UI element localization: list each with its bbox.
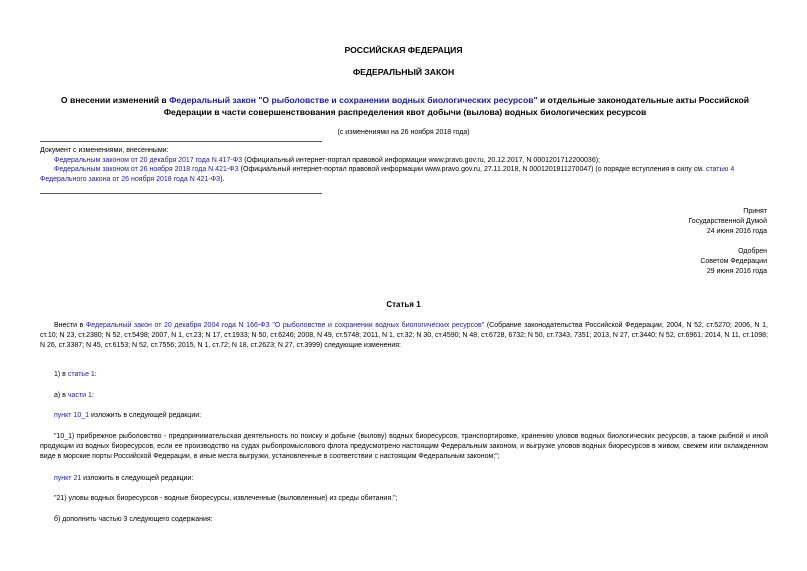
item-10-1-suffix: изложить в следующей редакции: (89, 412, 202, 419)
para1-text: (Собрание законодательства Российской Федерации, 2004, N 52, ст.5270; 2006, N 1, ст.10; N 23, ст.2380; N 52, ст.5498; 2007, N 1, ст.23; N 17, ст.1933; N 50, ст.6246; 2008, N 49, ст.5748; 2011, N 1, ст.32; N 30, ст.4590; N 48, ст.6728, 6732; N 50, ст.7343, 7351; 2013, N 27, ст.3440; N 52, ст.6961; 2014, N 11, ст.1098; N 26, ст.3387; N 45, ст.6153; N 52, ст.7556; 2015, N 1, ст.72; N 18, ст.2623; N 27, ст.3999) следующие изменения: (40, 322, 768, 350)
item-21 (54, 474, 193, 483)
approved-line-3: 29 июня 2016 года (706, 267, 767, 275)
changes-intro: Документ с изменениями, внесенными: (40, 147, 169, 154)
item-1-prefix: 1) в (54, 371, 68, 378)
item-1-link[interactable]: статье 1 (67, 371, 95, 378)
law-title (40, 95, 770, 119)
quote-21: "21) уловы водных биоресурсов - водные биоресурсы, извлеченные (выловленные) из среды обитания."; (54, 495, 398, 502)
approved-line-2: Советом Федерации (700, 257, 767, 265)
item-10-1 (54, 411, 201, 420)
changes-block (40, 146, 770, 185)
change-item-1 (40, 156, 770, 166)
adopted-line-1: Принят (743, 208, 767, 215)
para1-prefix: Внести в (54, 322, 86, 329)
quote-10-1-block (40, 432, 768, 462)
country-heading: РОССИЙСКАЯ ФЕДЕРАЦИЯ (344, 45, 463, 55)
quote-10-1: "10_1) прибрежное рыболовство - предпринимательская деятельность по поиску и добыче (вылову) водных биоресурсов, транспортировке, хранению уловов водных биологических ресурсов, а также рыбной и иной продукции из водных биоресурсов, если ее производство на судах рыбопромыслового флота предусмотрено настоящим Федеральным законом, и выгрузке уловов водных биоресурсов в живом, свежем или охлажденном виде в морские порты Российской Федерации, в иные места выгрузки, установленные в соответствии с настоящим Федеральным законом;"; (40, 433, 768, 461)
item-10-1-link[interactable]: пункт 10_1 (54, 412, 90, 419)
law-title-prefix: О внесении изменений в (60, 95, 170, 105)
document-type-heading: ФЕДЕРАЛЬНЫЙ ЗАКОН (352, 67, 455, 77)
adopted-line-3: 24 июня 2016 года (706, 227, 767, 235)
adopted-block (688, 207, 767, 237)
item-a-link[interactable]: части 1 (67, 392, 92, 399)
change-item-2-end: ). (220, 175, 225, 183)
article-title: Статья 1 (386, 300, 421, 309)
changes-top-divider (40, 141, 322, 142)
approved-line-1: Одобрен (738, 248, 767, 255)
item-1-suffix: : (94, 371, 97, 378)
change-item-2-article-link[interactable]: статью 4 Федерального закона от 26 ноября 2018 года N 421-ФЗ (40, 166, 735, 183)
item-a-suffix: : (91, 392, 94, 399)
para1-law-link[interactable]: Федеральный закон от 20 декабря 2004 года N 166-ФЗ "О рыболовстве и сохранении водных биологических ресурсов" (85, 322, 485, 329)
item-1 (54, 370, 97, 379)
item-21-suffix: изложить в следующей редакции: (81, 475, 194, 482)
adopted-line-2: Государственной Думой (688, 217, 767, 225)
item-a (54, 391, 94, 400)
changes-bottom-divider (40, 193, 322, 194)
law-title-suffix: и отдельные законодательные акты Российской Федерации в части совершенствования распределения квот добычи (вылова) водных биологических ресурсов (163, 95, 750, 117)
law-title-link[interactable]: Федеральный закон "О рыболовстве и сохранении водных биологических ресурсов" (169, 95, 538, 105)
change-item-2-link[interactable]: Федеральным законом от 26 ноября 2018 года N 421-ФЗ (54, 166, 239, 174)
article-para-1-text (40, 321, 768, 351)
approved-block (700, 247, 767, 277)
item-21-link[interactable]: пункт 21 (54, 475, 82, 482)
change-item-2 (40, 165, 770, 184)
article-para-1 (40, 321, 768, 351)
change-item-2-text: (Официальный интернет-портал правовой информации www.pravo.gov.ru, 27.11.2018, N 0001201811270047) (о порядке вступления в силу см. (238, 166, 706, 174)
change-item-1-text: (Официальный интернет-портал правовой информации www.pravo.gov.ru, 20.12.2017, N 0001201712200036); (242, 156, 600, 164)
revision-note: (с изменениями на 26 ноября 2018 года) (337, 129, 470, 136)
change-item-1-link[interactable]: Федеральным законом от 20 декабря 2017 года N 417-ФЗ (54, 156, 243, 164)
item-b: б) дополнить частью 3 следующего содержания: (54, 516, 213, 523)
item-a-prefix: а) в (54, 392, 68, 399)
